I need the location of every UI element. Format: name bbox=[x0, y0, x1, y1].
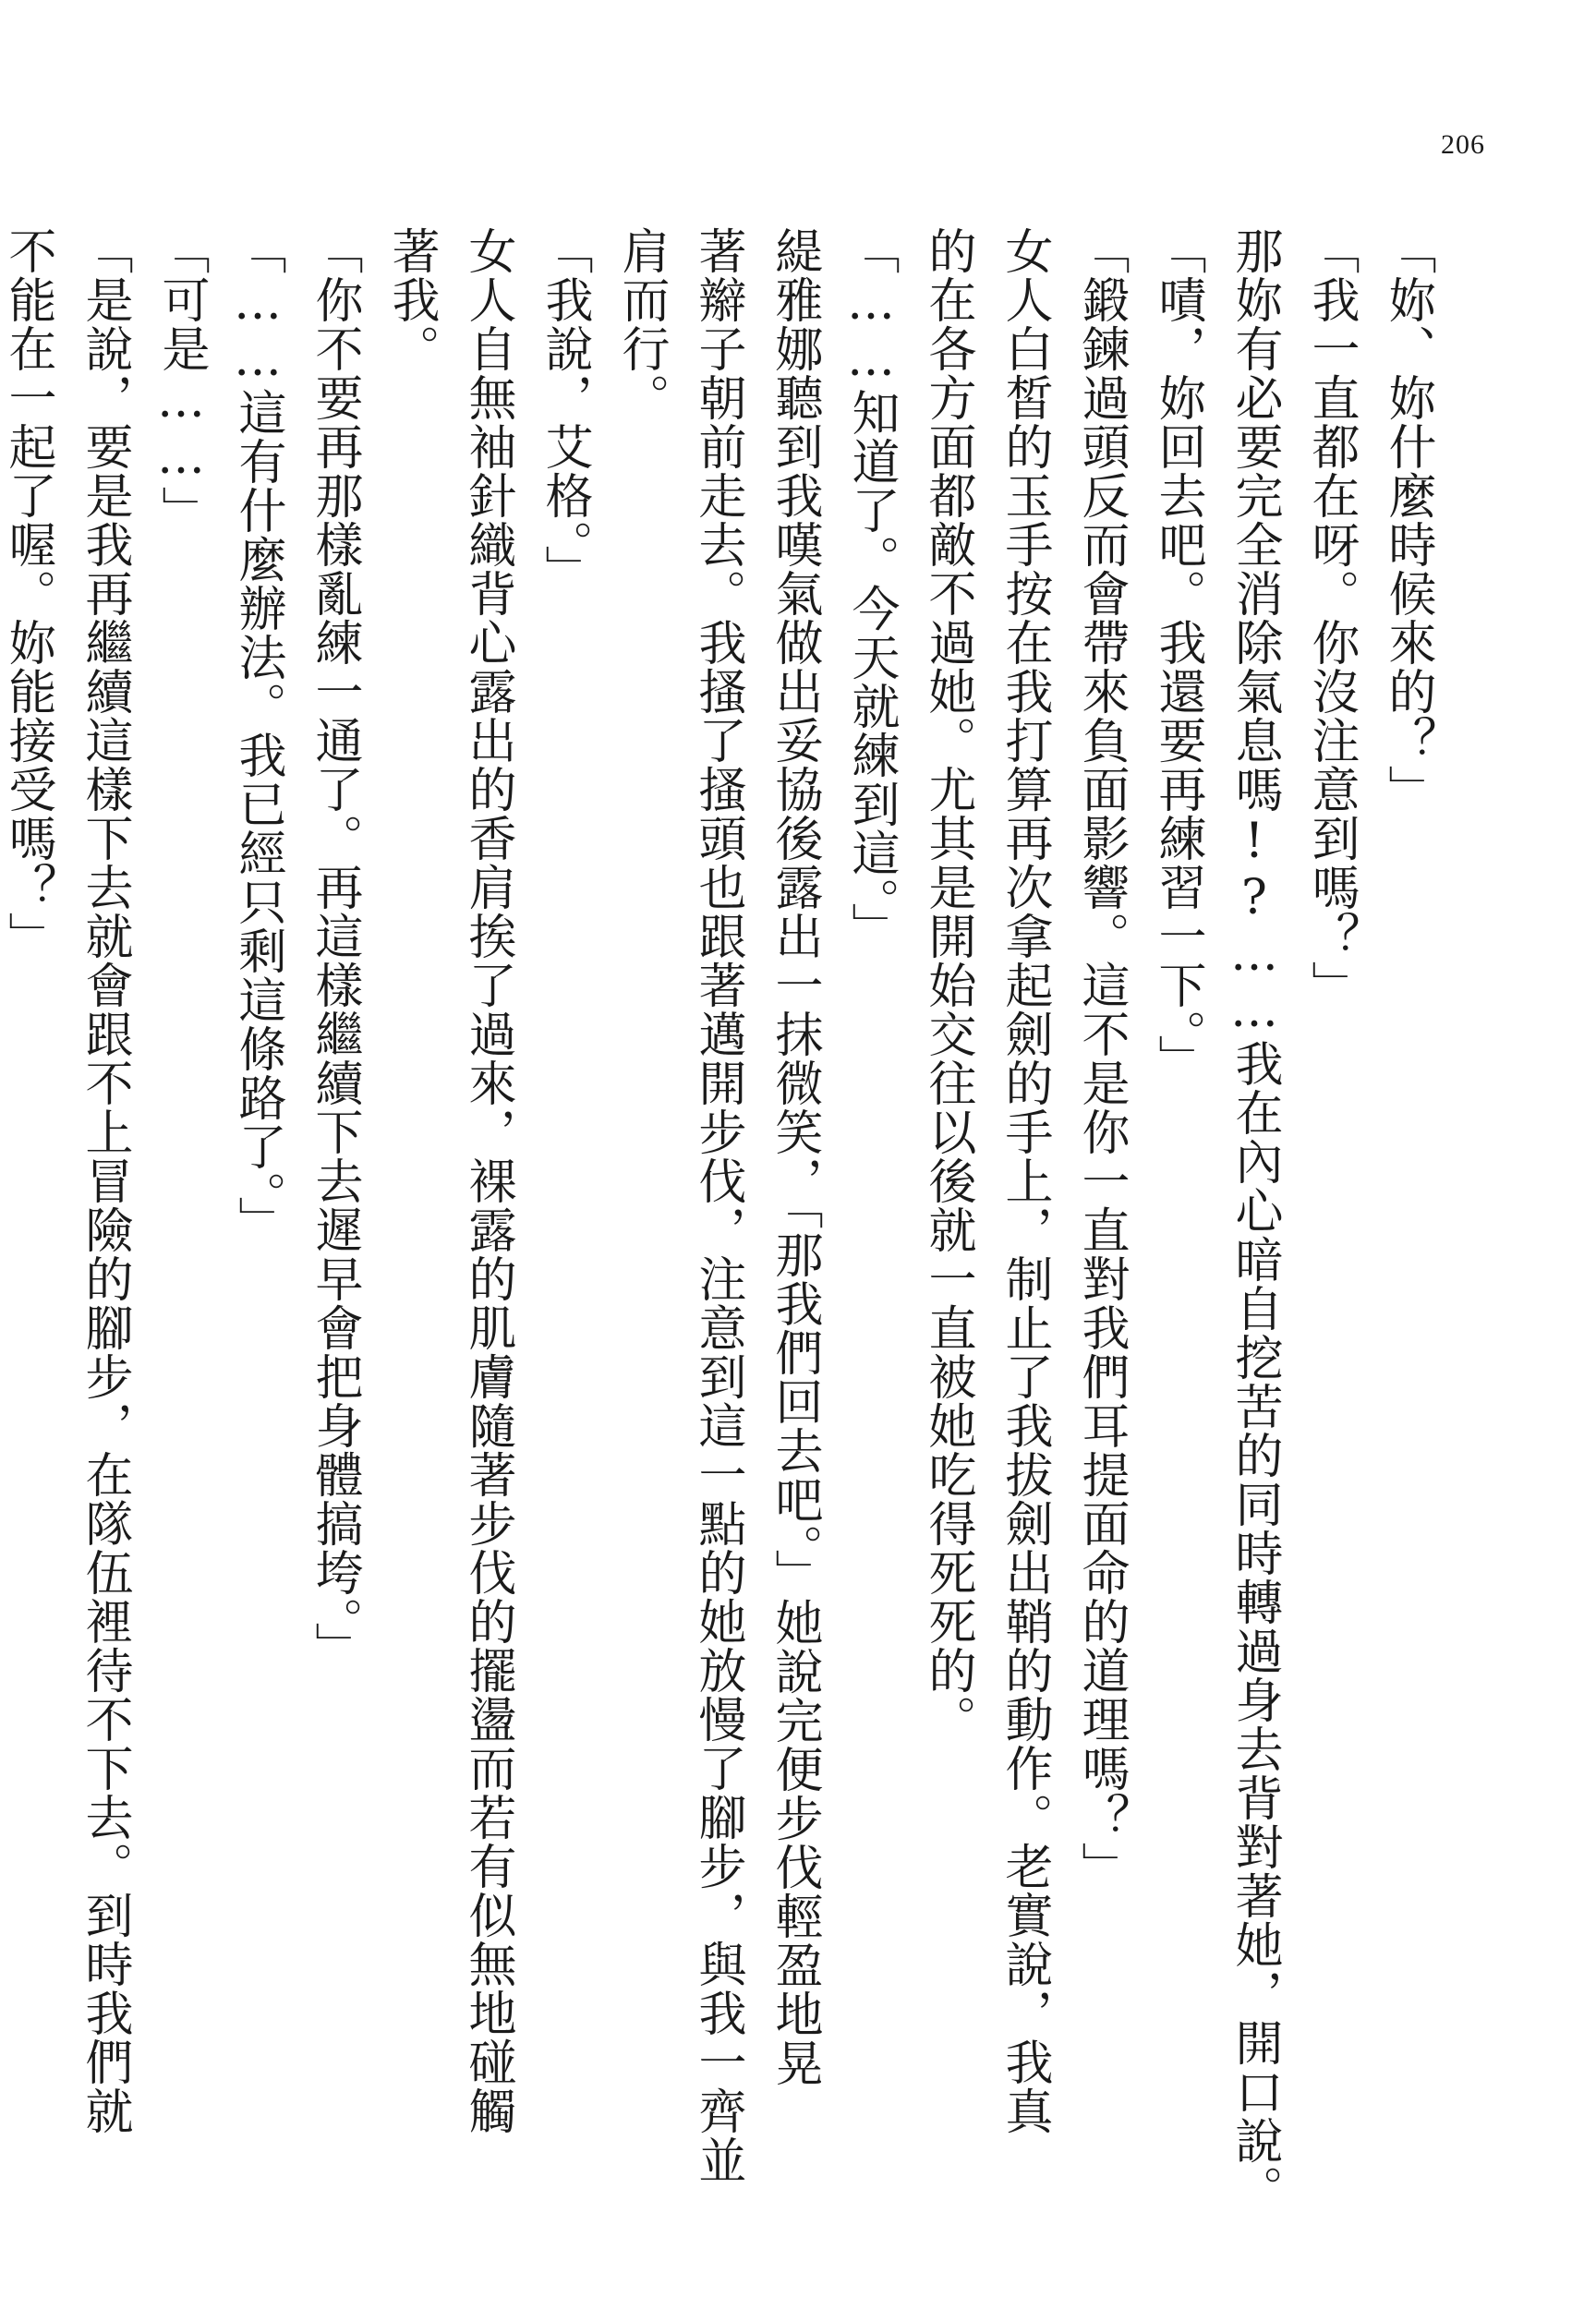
text-line: 不能在一起了喔。妳能接受嗎？」 bbox=[0, 226, 55, 961]
text-line: 「你不要再那樣亂練一通了。再這樣繼續下去遲早會把身體搞垮。」 bbox=[307, 226, 362, 1671]
text-line: 「鍛鍊過頭反而會帶來負面影響。這不是你一直對我們耳提面命的道理嗎？」 bbox=[1073, 226, 1129, 1891]
text-line: 肩而行。 bbox=[613, 226, 669, 422]
text-line: 「我說，艾格。」 bbox=[537, 226, 592, 594]
text-line: 緹雅娜聽到我嘆氣做出妥協後露出一抹微笑，「那我們回去吧。」她說完便步伐輕盈地晃 bbox=[767, 226, 822, 2087]
text-line: 「是說，要是我再繼續這樣下去就會跟不上冒險的腳步，在隊伍裡待不下去。到時我們就 bbox=[77, 226, 132, 2135]
text-line: 著我。 bbox=[383, 226, 439, 373]
text-line: 「妳、妳什麼時候來的？」 bbox=[1380, 226, 1435, 814]
page-number: 206 bbox=[1441, 129, 1485, 160]
text-line: 「嘖，妳回去吧。我還要再練習一下。」 bbox=[1150, 226, 1205, 1083]
text-line: 那妳有必要完全消除氣息嗎!?……我在內心暗自挖苦的同時轉過身去背對著她，開口說。 bbox=[1227, 226, 1282, 2214]
text-line: 的在各方面都敵不過她。尤其是開始交往以後就一直被她吃得死死的。 bbox=[920, 226, 975, 1744]
text-line: 著辮子朝前走去。我搔了搔頭也跟著邁開步伐，注意到這一點的她放慢了腳步，與我一齊並 bbox=[690, 226, 745, 2184]
vertical-text-block bbox=[0, 226, 1435, 2214]
text-line: 「……這有什麼辦法。我已經只剩這條路了。」 bbox=[230, 226, 285, 1245]
text-line: 「我一直都在呀。你沒注意到嗎？」 bbox=[1303, 226, 1359, 1009]
text-line: 「可是……」 bbox=[153, 226, 209, 535]
text-line: 「……知道了。今天就練到這。」 bbox=[843, 226, 899, 951]
text-line: 女人自無袖針織背心露出的香肩挨了過來，裸露的肌膚隨著步伐的擺盪而若有似無地碰觸 bbox=[460, 226, 515, 2135]
text-line: 女人白皙的玉手按在我打算再次拿起劍的手上，制止了我拔劍出鞘的動作。老實說，我真 bbox=[997, 226, 1052, 2135]
